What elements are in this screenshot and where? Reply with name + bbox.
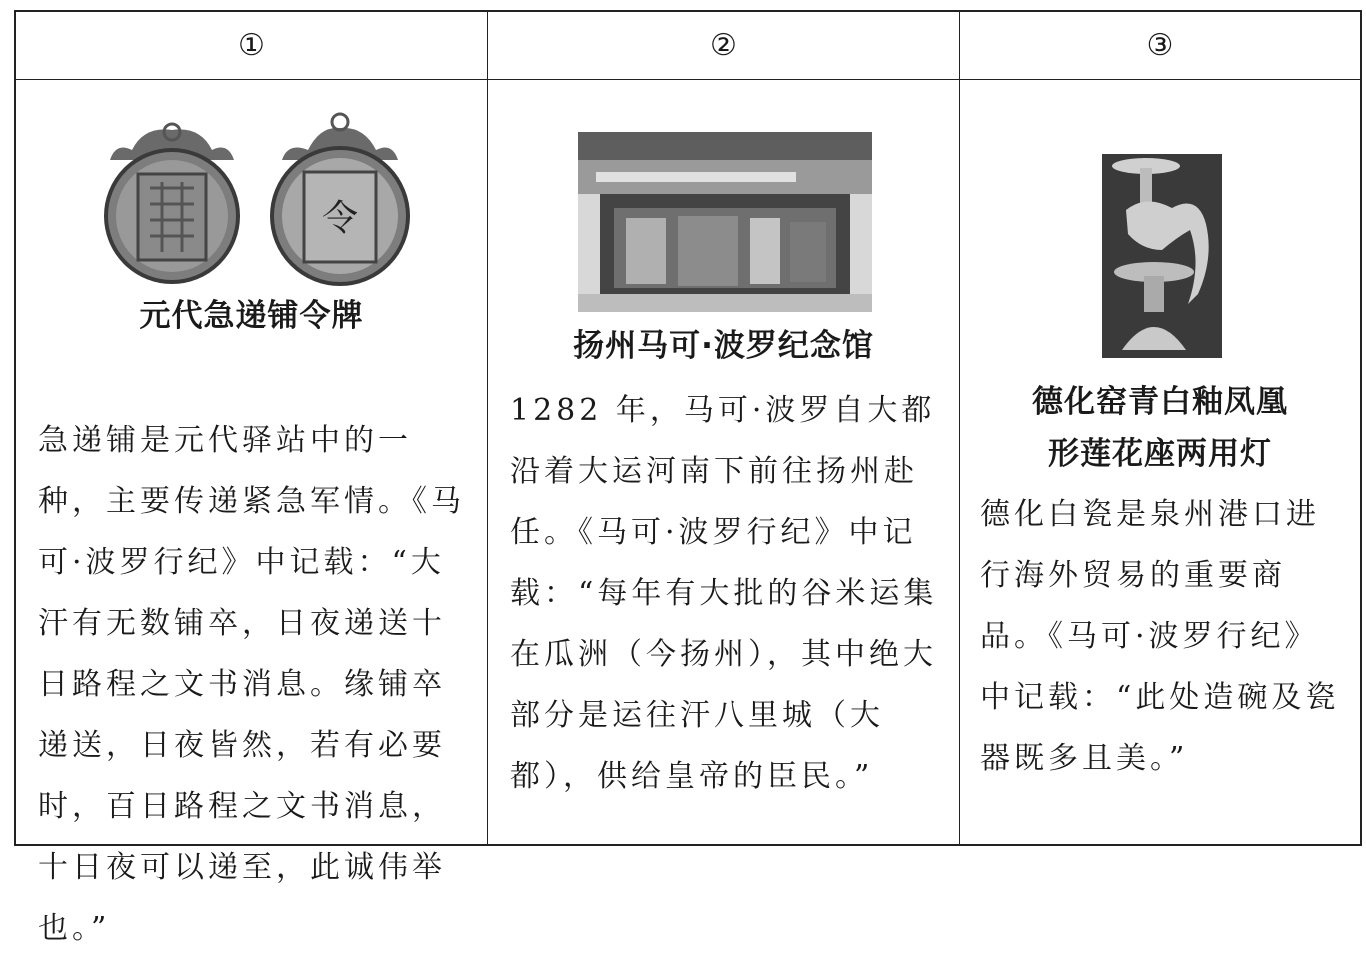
- caption-3-line-2: 形莲花座两用灯: [1048, 436, 1272, 472]
- comparison-table: [14, 10, 1362, 946]
- column-1-content: [16, 80, 488, 946]
- caption-2: 扬州马可·波罗纪念馆: [573, 328, 874, 364]
- body-text-1: 急递铺是元代驿站中的一种，主要传递紧急军情。《马可·波罗行纪》中记载：“大汗有无数铺卒，日夜递送十日路程之文书消息。缘铺卒递送，日夜皆然，若有必要时，百日路程之文书消息，十日夜可以递至，此诚伟举也。”: [38, 423, 465, 946]
- yuan-token-image: [92, 112, 412, 284]
- lamp-photo: [1102, 154, 1222, 358]
- column-2-content: [488, 80, 960, 844]
- column-header-1: ①: [16, 12, 488, 80]
- column-3-content: [960, 80, 1360, 844]
- caption-1: 元代急递铺令牌: [139, 298, 364, 334]
- body-text-3: 德化白瓷是泉州港口进行海外贸易的重要商品。《马可·波罗行纪》中记载：“此处造碗及瓷器既多且美。”: [980, 497, 1340, 776]
- caption-3-line-1: 德化窑青白釉凤凰: [1032, 384, 1288, 420]
- body-text-2: 1282 年，马可·波罗自大都沿着大运河南下前往扬州赴任。《马可·波罗行纪》中记载：“每年有大批的谷米运集在瓜洲（今扬州），其中绝大部分是运往汗八里城（大都），供给皇帝的臣民。”: [510, 393, 938, 794]
- memorial-hall-photo: [578, 132, 872, 312]
- token-character: 令: [321, 198, 359, 239]
- column-header-3: ③: [960, 12, 1360, 80]
- column-header-2: ②: [488, 12, 960, 80]
